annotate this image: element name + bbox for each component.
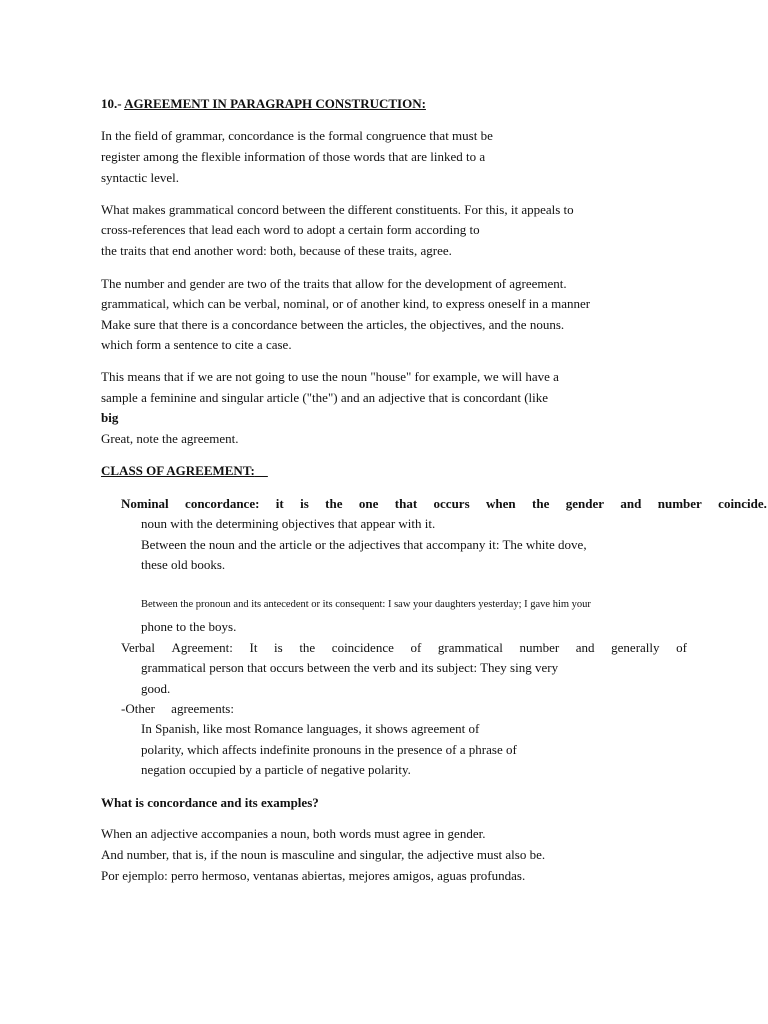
paragraph-line: In the field of grammar, concordance is the formal congruence that must be	[101, 128, 493, 143]
verbal-line: good.	[141, 681, 171, 696]
word: coincide.	[718, 496, 767, 511]
nominal-line: noun with the determining objectives that appear with it.	[141, 516, 436, 531]
pronoun-line-cont: phone to the boys.	[141, 619, 237, 634]
class-heading-text: CLASS OF AGREEMENT:	[101, 463, 255, 478]
answer-line: Por ejemplo: perro hermoso, ventanas abiertas, mejores amigos, aguas profundas.	[101, 868, 526, 883]
word: number	[657, 496, 702, 511]
word: when	[486, 496, 516, 511]
paragraph-line: What makes grammatical concord between the different constituents. For this, it appeals to	[101, 202, 574, 217]
verbal-agreement-line	[121, 640, 687, 656]
word: coincidence	[331, 640, 394, 655]
word: of	[410, 640, 422, 655]
paragraph-line: The number and gender are two of the traits that allow for the development of agreement.	[101, 276, 567, 291]
word: and	[575, 640, 595, 655]
word: and	[620, 496, 642, 511]
class-heading	[101, 463, 268, 479]
section-title: AGREEMENT IN PARAGRAPH CONSTRUCTION:	[124, 96, 426, 111]
paragraph-line: This means that if we are not going to use the noun "house" for example, we will have a	[101, 369, 559, 384]
other-agreements-label	[121, 701, 234, 717]
word: Verbal	[121, 640, 155, 655]
word: It	[249, 640, 258, 655]
word: Nominal	[121, 496, 169, 511]
word: number	[519, 640, 560, 655]
section-heading	[101, 96, 426, 112]
word: is	[274, 640, 283, 655]
word: the	[325, 496, 343, 511]
other-line: negation occupied by a particle of negative polarity.	[141, 762, 411, 777]
paragraph-line: grammatical, which can be verbal, nominal, or of another kind, to express oneself in a manner	[101, 296, 591, 311]
word: it	[275, 496, 284, 511]
answer-line: When an adjective accompanies a noun, both words must agree in gender.	[101, 826, 486, 841]
nominal-concordance-line	[121, 496, 767, 512]
word: occurs	[433, 496, 470, 511]
section-number: 10.-	[101, 96, 125, 111]
other-line: polarity, which affects indefinite pronouns in the presence of a phrase of	[141, 742, 517, 757]
other-line: In Spanish, like most Romance languages, it shows agreement of	[141, 721, 480, 736]
word: grammatical	[437, 640, 503, 655]
nominal-line: these old books.	[141, 557, 226, 572]
word: Agreement:	[171, 640, 233, 655]
word: is	[300, 496, 309, 511]
word: gender	[565, 496, 605, 511]
word: that	[394, 496, 418, 511]
paragraph-line: which form a sentence to cite a case.	[101, 337, 292, 352]
paragraph-line-bold: big	[101, 410, 119, 425]
paragraph-line: Great, note the agreement.	[101, 431, 239, 446]
word: the	[299, 640, 316, 655]
paragraph-line: sample a feminine and singular article ("the") and an adjective that is concordant (like	[101, 390, 549, 405]
word: of	[676, 640, 687, 655]
paragraph-line: cross-references that lead each word to adopt a certain form according to	[101, 222, 480, 237]
verbal-line: grammatical person that occurs between the verb and its subject: They sing very	[141, 660, 559, 675]
paragraph-line: the traits that end another word: both, because of these traits, agree.	[101, 243, 452, 258]
word: one	[358, 496, 379, 511]
answer-line: And number, that is, if the noun is masculine and singular, the adjective must also be.	[101, 847, 546, 862]
pronoun-line: Between the pronoun and its antecedent or its consequent: I saw your daughters yesterday; I gave him your	[141, 599, 591, 610]
word: the	[532, 496, 550, 511]
paragraph-line: register among the flexible information of those words that are linked to a	[101, 149, 486, 164]
question-heading: What is concordance and its examples?	[101, 795, 319, 810]
paragraph-line: syntactic level.	[101, 170, 179, 185]
word: concordance:	[185, 496, 260, 511]
word: generally	[611, 640, 660, 655]
nominal-line: Between the noun and the article or the adjectives that accompany it: The white dove,	[141, 537, 587, 552]
paragraph-line: Make sure that there is a concordance between the articles, the objectives, and the nouns.	[101, 317, 565, 332]
other-agreements-label-text: -Other agreements:	[121, 701, 234, 716]
